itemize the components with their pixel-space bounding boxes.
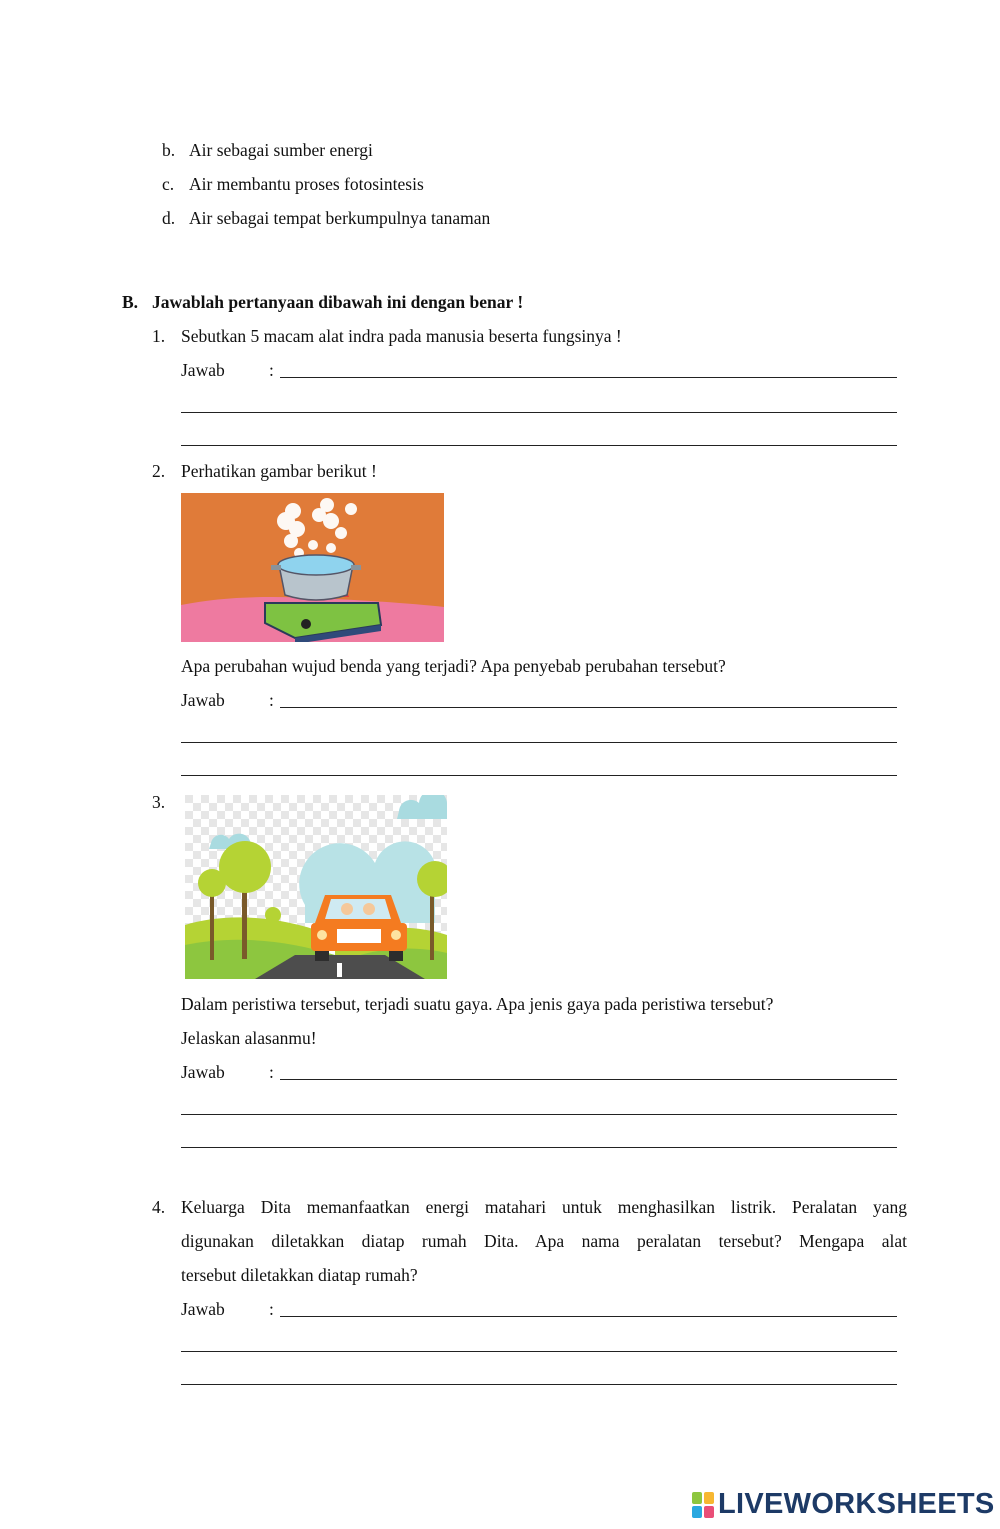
answer-label: Jawab — [181, 690, 225, 710]
option-letter: c. — [162, 174, 175, 194]
option-b — [162, 140, 373, 161]
answer-label: Jawab — [181, 1062, 225, 1082]
answer-label: Jawab — [181, 360, 225, 380]
option-letter: b. — [162, 140, 176, 160]
answer-line[interactable] — [181, 445, 897, 446]
answer-label: Jawab — [181, 1299, 225, 1319]
answer-line[interactable] — [181, 742, 897, 743]
answer-line[interactable] — [181, 1147, 897, 1148]
question-number: 3. — [152, 792, 166, 812]
answer-line[interactable] — [280, 377, 897, 378]
answer-line[interactable] — [280, 707, 897, 708]
option-text: Air sebagai sumber energi — [189, 140, 373, 160]
question-number: 4. — [152, 1197, 166, 1217]
question-number: 1. — [152, 326, 166, 346]
liveworksheets-logo[interactable] — [692, 1488, 995, 1521]
question-text: digunakan diletakkan diatap rumah Dita. Apa nama peralatan tersebut? Mengapa alat — [181, 1231, 907, 1251]
answer-line[interactable] — [181, 1384, 897, 1385]
option-text: Air membantu proses fotosintesis — [189, 174, 424, 194]
boiling-pot-image — [181, 493, 444, 642]
option-c — [162, 174, 424, 195]
answer-line[interactable] — [280, 1079, 897, 1080]
logo-text: LIVEWORKSHEETS — [718, 1488, 995, 1520]
question-text: Keluarga Dita memanfaatkan energi matahari untuk menghasilkan listrik. Peralatan yang — [181, 1197, 907, 1217]
question-text: Apa perubahan wujud benda yang terjadi? Apa penyebab perubahan tersebut? — [181, 656, 726, 676]
section-title: Jawablah pertanyaan dibawah ini dengan benar ! — [152, 292, 524, 312]
answer-line[interactable] — [181, 775, 897, 776]
answer-line[interactable] — [181, 412, 897, 413]
question-number: 2. — [152, 461, 166, 481]
option-letter: d. — [162, 208, 176, 228]
question-text: Jelaskan alasanmu! — [181, 1028, 317, 1048]
question-text: Dalam peristiwa tersebut, terjadi suatu gaya. Apa jenis gaya pada peristiwa tersebut? — [181, 994, 774, 1014]
answer-colon: : — [269, 360, 274, 380]
logo-icon — [692, 1492, 714, 1518]
option-d — [162, 208, 491, 229]
answer-colon: : — [269, 690, 274, 710]
section-letter: B. — [122, 292, 139, 312]
question-intro: Perhatikan gambar berikut ! — [181, 461, 377, 481]
option-text: Air sebagai tempat berkumpulnya tanaman — [189, 208, 491, 228]
answer-line[interactable] — [280, 1316, 897, 1317]
answer-colon: : — [269, 1062, 274, 1082]
question-text: tersebut diletakkan diatap rumah? — [181, 1265, 418, 1285]
answer-line[interactable] — [181, 1351, 897, 1352]
question-text: Sebutkan 5 macam alat indra pada manusia beserta fungsinya ! — [181, 326, 622, 346]
car-road-image — [185, 795, 447, 979]
answer-colon: : — [269, 1299, 274, 1319]
answer-line[interactable] — [181, 1114, 897, 1115]
